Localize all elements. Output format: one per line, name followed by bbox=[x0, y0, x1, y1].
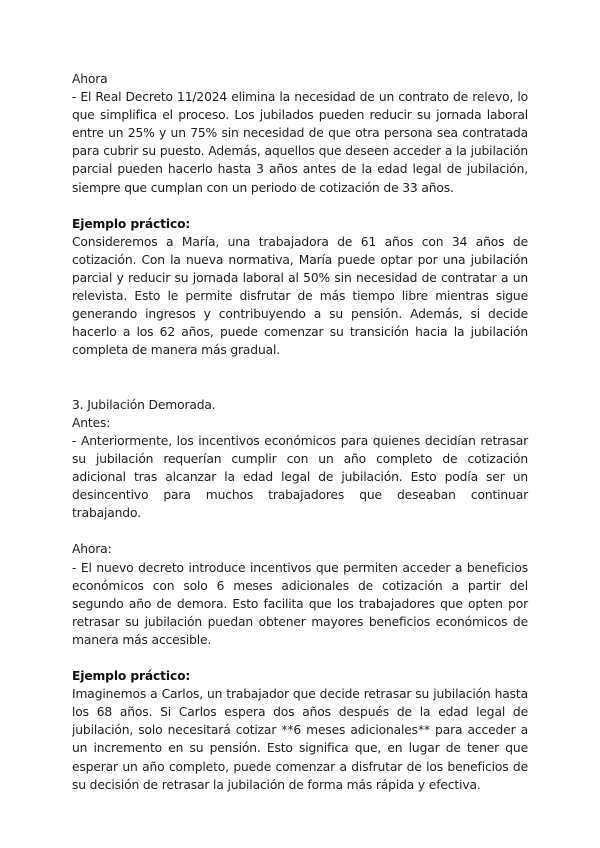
ahora-heading: Ahora bbox=[72, 72, 108, 86]
document-page bbox=[72, 70, 528, 794]
antes-heading: Antes: bbox=[72, 415, 111, 430]
antes-paragraph: - Anteriormente, los incentivos económicos para quienes decidían retrasar su jubilación requerían cumplir con un año completo de cotización adicional tras alcanzar la edad legal de jubilación. Esto podía ser un desincentivo para muchos trabajadores que deseaban continuar trabajando. bbox=[72, 433, 528, 521]
spacer bbox=[72, 649, 528, 667]
ahora-paragraph: - El Real Decreto 11/2024 elimina la necesidad de un contrato de relevo, lo que simplifica el proceso. Los jubilados pueden reducir su jornada laboral entre un 25% y un 75% sin necesidad de que otra persona sea contratada para cubrir su puesto. Además, aquellos que deseen acceder a la jubilación parcial pueden hacerlo hasta 3 años antes de la edad legal de jubilación, siempre que cumplan con un periodo de cotización de 33 años. bbox=[72, 90, 528, 195]
spacer bbox=[72, 360, 528, 396]
spacer bbox=[72, 522, 528, 540]
spacer bbox=[72, 197, 528, 215]
section-3-title: 3. Jubilación Demorada. bbox=[72, 397, 216, 412]
example-1-paragraph: Consideremos a María, una trabajadora de 61 años con 34 años de cotización. Con la nueva normativa, María puede optar por una jubilación parcial y reducir su jornada laboral al 50% sin necesidad de contratar a un relevista. Esto le permite disfrutar de más tiempo libre mientras sigue generando ingresos y contribuyendo a su pensión. Además, si decide hacerlo a los 62 años, puede comenzar su transición hacia la jubilación completa de manera más gradual. bbox=[72, 234, 528, 358]
ahora-2-heading: Ahora: bbox=[72, 542, 112, 557]
ahora-2-paragraph: - El nuevo decreto introduce incentivos que permiten acceder a beneficios económicos con solo 6 meses adicionales de cotización a partir del segundo año de demora. Esto facilita que los trabajadores que opten por retrasar su jubilación puedan obtener mayores beneficios económicos de manera más accesible. bbox=[72, 560, 528, 647]
example-2-heading: Ejemplo práctico: bbox=[72, 669, 191, 684]
example-2-paragraph: Imaginemos a Carlos, un trabajador que decide retrasar su jubilación hasta los 68 años. Si Carlos espera dos años después de la edad legal de jubilación, solo necesitará cotizar **6 meses adicionales** para acceder a un incremento en su pensión. Esto significa que, en lugar de tener que esperar un año completo, puede comenzar a disfrutar de los beneficios de su decisión de retrasar la jubilación de forma más rápida y efectiva. bbox=[72, 687, 528, 792]
example-1-heading: Ejemplo práctico: bbox=[72, 216, 191, 231]
